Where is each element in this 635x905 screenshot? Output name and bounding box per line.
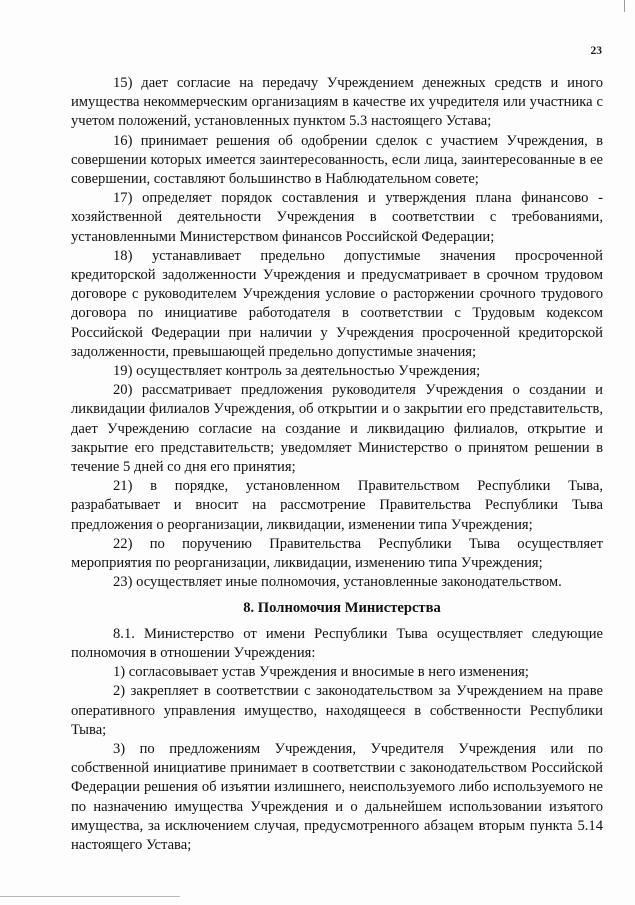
paragraph-item-18: 18) устанавливает предельно допустимые значения просроченной кредиторской задолженности Учреждения и предусматривает в срочном трудовом договоре с руководителем Учреждения условие о расторжении срочного трудового договора по инициативе работодателя в соответствии с Трудовым кодексом Российской Федерации при наличии у Учреждения просроченной кредиторской задолженности, превышающей предельно допустимые значения; bbox=[71, 247, 603, 360]
paragraph-item-17: 17) определяет порядок составления и утверждения плана финансово - хозяйственной деятельности Учреждения в соответствии с требованиями, установленными Министерством финансов Российской Федерации; bbox=[71, 190, 603, 245]
scan-edge-mark-bottom bbox=[0, 896, 180, 897]
paragraph-item-19: 19) осуществляет контроль за деятельностью Учреждения; bbox=[113, 363, 481, 380]
scan-edge-mark bbox=[624, 0, 625, 12]
section-heading: 8. Полномочия Министерства bbox=[243, 600, 441, 617]
page-number: 23 bbox=[590, 45, 602, 57]
paragraph-item-21: 21) в порядке, установленном Правительством Республики Тыва, разрабатывает и вносит на рассмотрение Правительства Республики Тыва предложения о реорганизации, ликвидации, изменении типа Учреждения; bbox=[71, 478, 603, 533]
paragraph-subitem-3: 3) по предложениям Учреждения, Учредителя Учреждения или по собственной инициативе принимает в соответствии с законодательством Российской Федерации решения об изъятии излишнего, неиспользуемого либо используемого не по назначению имущества Учреждения и о дальнейшем использовании изъятого имущества, за исключением случая, предусмотренного абзацем вторым пункта 5.14 настоящего Устава; bbox=[71, 740, 603, 853]
paragraph-item-23: 23) осуществляет иные полномочия, установленные законодательством. bbox=[113, 574, 562, 591]
paragraph-subitem-1: 1) согласовывает устав Учреждения и вносимые в него изменения; bbox=[113, 664, 529, 681]
paragraph-clause-8-1: 8.1. Министерство от имени Республики Тыва осуществляет следующие полномочия в отношении Учреждения: bbox=[71, 625, 603, 661]
document-body bbox=[71, 74, 603, 855]
paragraph-item-15: 15) дает согласие на передачу Учреждением денежных средств и иного имущества некоммерческим организациям в качестве их учредителя или участника с учетом положений, установленных пунктом 5.3 настоящего Устава; bbox=[71, 75, 603, 130]
paragraph-item-20: 20) рассматривает предложения руководителя Учреждения о создании и ликвидации филиалов Учреждения, об открытии и о закрытии его представительств, дает Учреждению согласие на создание и ликвидацию филиалов, открытие и закрытие его представительств; уведомляет Министерство о принятом решении в течение 5 дней со дня его принятия; bbox=[71, 382, 603, 476]
paragraph-subitem-2: 2) закрепляет в соответствии с законодательством за Учреждением на праве оперативного управления имущество, находящееся в собственности Республики Тыва; bbox=[71, 683, 603, 738]
paragraph-item-22: 22) по поручению Правительства Республики Тыва осуществляет мероприятия по реорганизации, ликвидации, изменению типа Учреждения; bbox=[71, 535, 603, 572]
paragraph-item-16: 16) принимает решения об одобрении сделок с участием Учреждения, в совершении которых имеется заинтересованность, если лица, заинтересованные в ее совершении, составляют большинство в Наблюдательном совете; bbox=[71, 132, 603, 188]
